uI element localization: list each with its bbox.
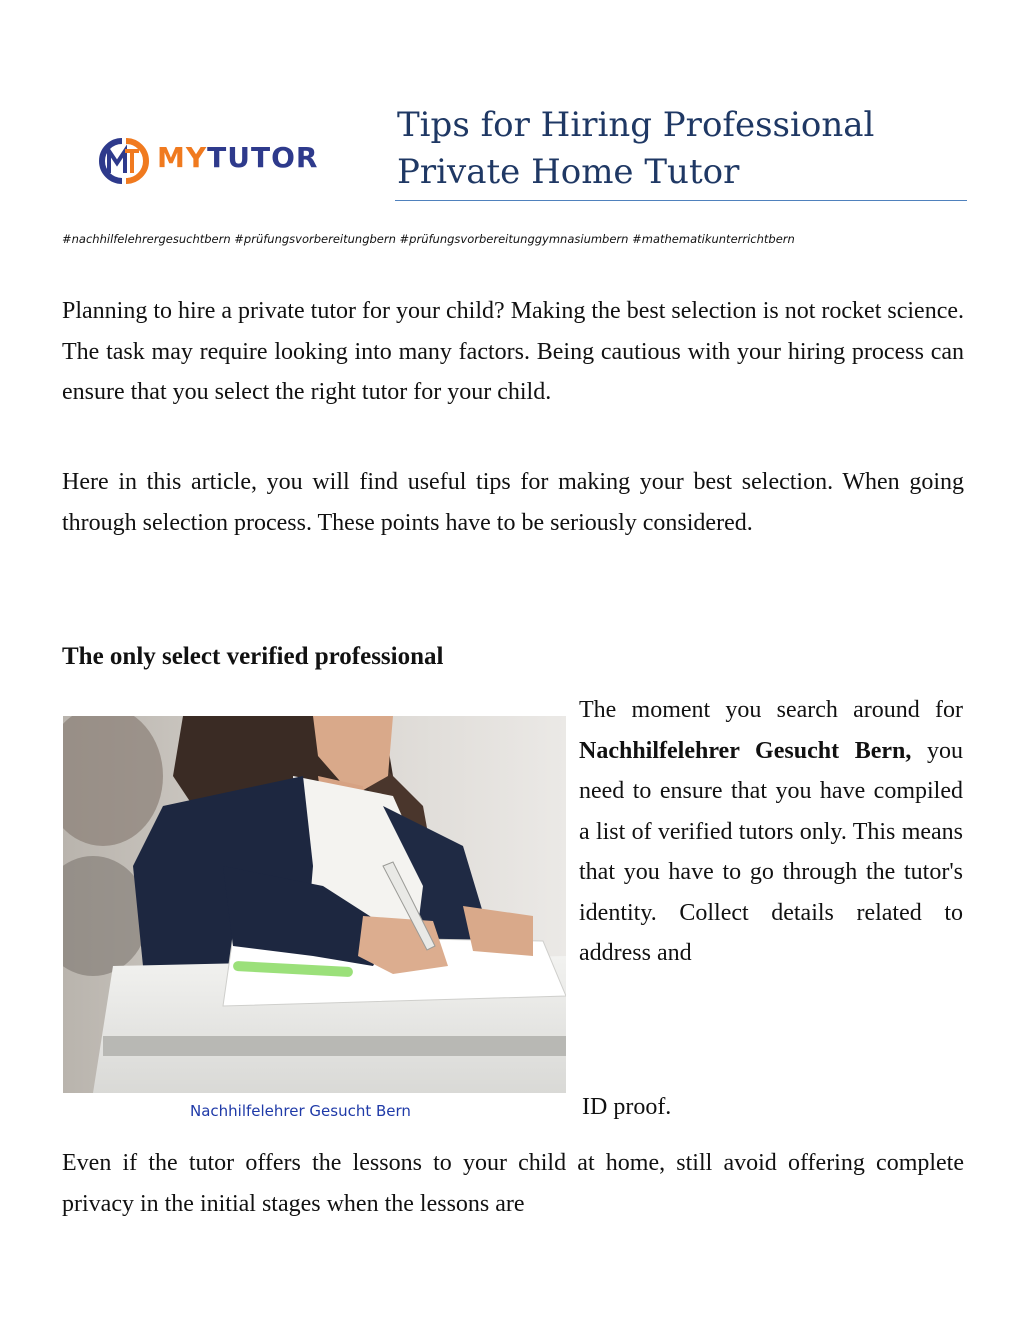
title-line-2: Private Home Tutor [397, 152, 740, 192]
hashtag-line: #nachhilfelehrergesuchtbern #prüfungsvorbereitungbern #prüfungsvorbereitunggymnasiumbern #mathematikunterrichtbern [62, 232, 795, 246]
side-text-before: The moment you search around for [579, 697, 963, 723]
side-text-keyword: Nachhilfelehrer Gesucht Bern, [579, 737, 912, 764]
title-underline [395, 200, 967, 201]
title-line-1: Tips for Hiring Professional [397, 105, 875, 145]
page-title [397, 102, 957, 196]
image-caption: Nachhilfelehrer Gesucht Bern [190, 1102, 411, 1120]
closing-paragraph: Even if the tutor offers the lessons to your child at home, still avoid offering complete privacy in the initial stages when the lessons are [62, 1150, 964, 1217]
section-heading: The only select verified professional [62, 643, 444, 670]
side-text-after: you need to ensure that you have compiled a list of verified tutors only. This means that you have to go through the tutor's identity. Collect details related to address and [579, 737, 963, 966]
intro-paragraph-1: Planning to hire a private tutor for your child? Making the best selection is not rocket science. The task may require looking into many factors. Being cautious with your hiring process can ensure that you select the right tutor for your child. [62, 298, 964, 405]
logo-my: MY [157, 141, 208, 174]
logo-wordmark [157, 141, 318, 174]
logo-mark-icon [95, 135, 153, 185]
logo-tutor: TUTOR [207, 141, 319, 174]
id-proof-text: ID proof. [582, 1094, 672, 1120]
student-writing-photo [63, 716, 566, 1093]
side-paragraph [579, 690, 963, 974]
intro-paragraph-2: Here in this article, you will find useful tips for making your best selection. When going through selection process. These points have to be seriously considered. [62, 469, 964, 536]
mytutor-logo [95, 135, 355, 185]
